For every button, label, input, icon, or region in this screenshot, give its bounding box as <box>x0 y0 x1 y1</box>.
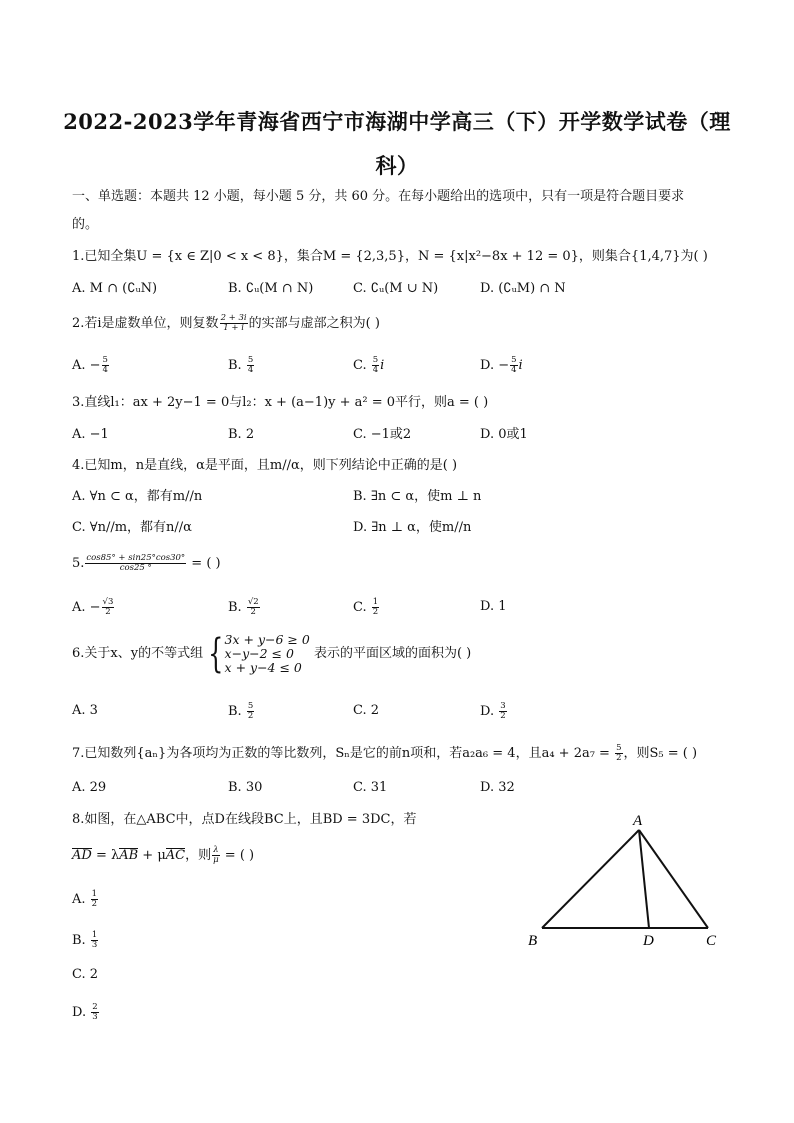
q5-option-c[interactable]: C. $\frac{1}{2}$ <box>353 597 379 617</box>
q2-stem-pre: 2.若i是虚数单位，则复数 <box>72 316 219 331</box>
title-line-1: 2022-2023学年青海省西宁市海湖中学高三（下）开学数学试卷（理 <box>63 109 731 134</box>
q2-fraction: $\frac{2 + 3i}{1 + i}$ <box>220 313 247 333</box>
q3-option-c[interactable]: C. −1或2 <box>353 427 412 442</box>
q7-option-c[interactable]: C. 31 <box>353 780 388 795</box>
brace-glyph: { <box>208 630 224 677</box>
q3-option-b[interactable]: B. 2 <box>228 427 255 442</box>
q3-option-d[interactable]: D. 0或1 <box>480 427 528 442</box>
q1-option-b[interactable]: B. ∁ᵤ(M ∩ N) <box>228 281 314 296</box>
label-d: D <box>643 933 654 949</box>
q4-option-c[interactable]: C. ∀n//m，都有n//α <box>72 520 192 535</box>
q2-option-a[interactable]: A. − $\frac{5}{4}$ <box>72 355 108 375</box>
q7-option-b[interactable]: B. 30 <box>228 780 263 795</box>
q7-option-d[interactable]: D. 32 <box>480 780 515 795</box>
q5-fraction: $\frac{\cos 85^\circ + \sin 25^\circ\cos 30^\circ}{\cos 25 ^\circ}$ <box>86 553 186 573</box>
side-ab <box>542 830 639 928</box>
q2-option-c[interactable]: C. $\frac{5}{4}$ i <box>353 355 385 375</box>
q7-stem: 7.已知数列{aₙ}为各项均为正数的等比数列，Sₙ是它的前n项和，若a₂a₆ = 4，且a₄ + 2a₇ = $\frac{5}{2}$ ，则S₅ = ( ) <box>72 743 698 763</box>
q6-stem: 6.关于x、y的不等式组 { 3x + y−6 ≥ 0 x−y−2 ≤ 0 x + y−4 ≤ 0 表示的平面区域的面积为( ) <box>72 630 472 677</box>
q3-stem: 3.直线l₁：ax + 2y−1 = 0与l₂：x + (a−1)y + a² = 0平行，则a = ( ) <box>72 395 489 410</box>
q1-stem: 1.已知全集U = {x ∈ Z|0 < x < 8}，集合M = {2,3,5}，N = {x|x²−8x + 12 = 0}，则集合{1,4,7}为( ) <box>72 249 708 264</box>
q4-option-b[interactable]: B. ∃n ⊂ α，使m ⊥ n <box>353 489 482 504</box>
q5-option-a[interactable]: A. − $\frac{√3}{2}$ <box>72 597 114 617</box>
q8-option-c[interactable]: C. 2 <box>72 967 99 982</box>
q6-option-a[interactable]: A. 3 <box>72 703 98 718</box>
triangle-figure <box>520 808 730 953</box>
q8-stem: 8.如图，在△ABC中，点D在线段BC上，且BD = 3DC，若 <box>72 812 417 827</box>
q1-option-d[interactable]: D. (∁ᵤM) ∩ N <box>480 281 566 296</box>
q7-option-a[interactable]: A. 29 <box>72 780 107 795</box>
q1-option-a[interactable]: A. M ∩ (∁ᵤN) <box>72 281 158 296</box>
q2-option-d[interactable]: D. − $\frac{5}{4}$ i <box>480 355 523 375</box>
label-c: C <box>706 933 717 949</box>
q2-stem-post: 的实部与虚部之积为( ) <box>248 316 380 331</box>
q5-stem: 5. $\frac{\cos 85^\circ + \sin 25^\circ\cos 30^\circ}{\cos 25 ^\circ}$ = ( ) <box>72 553 221 573</box>
q2-stem <box>72 314 380 333</box>
section-heading: 一、单选题：本题共 12 小题，每小题 5 分，共 60 分。在每小题给出的选项中，只有一项是符合题目要求 <box>72 189 685 204</box>
segment-ad <box>639 830 649 928</box>
section-heading-cont: 的。 <box>72 217 99 232</box>
q5-option-b[interactable]: B. $\frac{√2}{2}$ <box>228 597 259 617</box>
q4-option-a[interactable]: A. ∀n ⊂ α，都有m//n <box>72 489 203 504</box>
q3-option-a[interactable]: A. −1 <box>72 427 109 442</box>
side-ac <box>639 830 708 928</box>
q6-option-c[interactable]: C. 2 <box>353 703 380 718</box>
q8-option-d[interactable]: D. $\frac{2}{3}$ <box>72 1002 98 1022</box>
q6-option-b[interactable]: B. $\frac{5}{2}$ <box>228 701 254 721</box>
label-b: B <box>528 933 538 949</box>
q8-option-b[interactable]: B. $\frac{1}{3}$ <box>72 930 98 950</box>
q8-option-a[interactable]: A. $\frac{1}{2}$ <box>72 889 98 909</box>
label-a: A <box>633 813 643 829</box>
q2-option-b[interactable]: B. $\frac{5}{4}$ <box>228 355 254 375</box>
title-line-2: 科） <box>375 153 419 178</box>
q4-stem: 4.已知m，n是直线，α是平面，且m//α，则下列结论中正确的是( ) <box>72 458 458 473</box>
exam-title <box>60 100 734 188</box>
q4-option-d[interactable]: D. ∃n ⊥ α，使m//n <box>353 520 472 535</box>
q5-option-d[interactable]: D. 1 <box>480 599 507 614</box>
q6-option-d[interactable]: D. $\frac{3}{2}$ <box>480 701 506 721</box>
q6-inequality-system: 3x + y−6 ≥ 0 x−y−2 ≤ 0 x + y−4 ≤ 0 <box>224 631 310 675</box>
q8-vector-equation: AD = λAB + μAC，则 $\frac{\lambda}{\mu}$ = ( ) <box>72 845 255 865</box>
q1-option-c[interactable]: C. ∁ᵤ(M ∪ N) <box>353 281 439 296</box>
